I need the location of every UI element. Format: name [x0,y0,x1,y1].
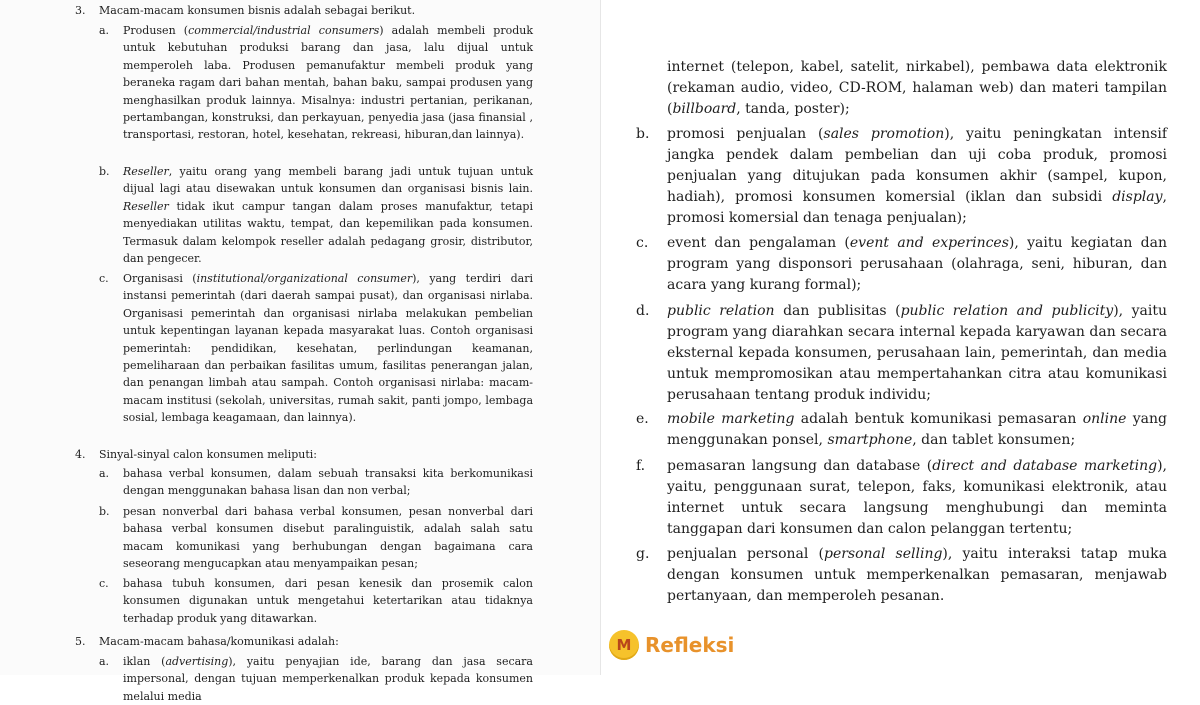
continuation-text [667,57,1167,120]
sub-item-text [123,503,533,573]
text-run: ), yaitu interaksi tatap muka dengan konsumen untuk memperkenalkan pemasaran, menjawab pertanyaan, dan memperoleh pesanan. [667,546,1167,604]
italic-term: institutional/organizational consumer [196,272,413,285]
italic-term: smartphone [827,432,913,448]
item-letter: g. [636,546,650,562]
list-number: 4. [75,448,86,461]
list-heading: Sinyal-sinyal calon konsumen meliputi: [99,448,317,461]
text-run: , tanda, poster); [736,101,850,117]
italic-term: sales promotion [823,126,945,142]
text-run: ), yaitu kegiatan dan program yang disponsori perusahaan (olahraga, seni, hiburan, dan acara yang kurang formal); [667,235,1167,293]
text-run: ), yaitu program yang diarahkan secara internal kepada karyawan dan secara eksternal kepada konsumen, perusahaan lain, pemerintah, dan media untuk mempromosikan atau mempertahankan citra atau komunikasi perusahaan tentang produk individu; [667,303,1167,403]
item-text [667,544,1167,607]
text-run: Organisasi ( [123,272,197,285]
text-run: internet (telepon, kabel, satelit, nirkabel), pembawa data elektronik (rekaman audio, video, CD-ROM, halaman web) dan materi tampilan ( [667,59,1167,117]
text-run: iklan ( [123,655,166,668]
item-letter: c. [636,235,649,251]
italic-term: direct and database marketing [932,458,1158,474]
left-page-column [0,0,600,703]
reflection-heading [609,630,734,660]
italic-term: Reseller [123,165,169,178]
sub-item-letter: b. [99,165,110,178]
text-run: ), yaitu penyajian ide, barang dan jasa secara impersonal, dengan tujuan memperkenalkan produk kepada konsumen melalui media [123,655,533,703]
text-run: , dan tablet konsumen; [912,432,1076,448]
sub-item-text [123,465,533,500]
italic-term: public relation [667,303,775,319]
item-letter: f. [636,458,646,474]
reflection-title: Refleksi [645,633,735,657]
sub-item-text [123,163,533,267]
item-letter: d. [636,303,650,319]
text-run: pesan nonverbal dari bahasa verbal konsumen, pesan nonverbal dari bahasa verbal konsumen disebut paralinguistik, adalah salah satu macam komunikasi yang berhubungan dengan bagaimana cara seseorang mengucapkan atau menyampaikan pesan; [123,505,533,571]
italic-term: online [1082,411,1127,427]
item-text [667,233,1167,296]
italic-term: personal selling [823,546,943,562]
italic-term: mobile marketing [667,411,795,427]
italic-term: billboard [672,101,737,117]
text-run: ) adalah membeli produk untuk kebutuhan produksi barang dan jasa, lalu dijual untuk memperoleh laba. Produsen pemanufaktur membeli produk yang beraneka ragam dari bahan mentah, bahan baku, sampai produsen yang menghasilkan produk lainnya. Misalnya: industri pertanian, perikanan, pertambangan, konstruksi, dan perkayuan, penyedia jasa (jasa finansial , transportasi, restoran, hotel, kesehatan, rekreasi, hiburan,dan lainnya). [123,24,533,142]
text-run: pemasaran langsung dan database ( [667,458,933,474]
item-text [667,409,1167,451]
text-run: ), yaitu peningkatan intensif jangka pendek dalam pembelian dan uji coba produk, promosi penjualan yang ditujukan pada konsumen akhir (sampel, kupon, hadiah), promosi konsumen komersial (iklan dan subsidi [667,126,1168,205]
list-number: 5. [75,635,86,648]
item-text [667,456,1167,540]
italic-term: event and experinces [849,235,1009,251]
sub-item-text [123,22,533,144]
item-letter: e. [636,411,649,427]
italic-term: display [1112,189,1163,205]
sub-item-letter: b. [99,505,110,518]
sub-item-text [123,575,533,627]
text-run: bahasa verbal konsumen, dalam sebuah transaksi kita berkomunikasi dengan menggunakan bahasa lisan dan non verbal; [123,467,533,498]
text-run: , yaitu orang yang membeli barang jadi untuk tujuan untuk dijual lagi atau disewakan untuk konsumen dan organisasi bisnis lain. [123,165,533,196]
reflection-badge-icon: M [609,630,639,660]
item-letter: b. [636,126,650,142]
sub-item-letter: a. [99,467,110,480]
text-run: ), yaitu, penggunaan surat, telepon, faks, komunikasi elektronik, atau internet untuk secara langsung menghubungi dan meminta tanggapan dari konsumen dan calon pelanggan tertentu; [667,458,1167,537]
list-heading: Macam-macam konsumen bisnis adalah sebagai berikut. [99,4,416,17]
text-run: tidak ikut campur tangan dalam proses manufaktur, tetapi menyediakan utilitas waktu, tempat, dan kepemilikan pada konsumen. Termasuk dalam kelompok reseller adalah pedagang grosir, distributor, dan pengecer. [123,199,533,266]
text-run: event dan pengalaman ( [667,235,850,251]
text-run: bahasa tubuh konsumen, dari pesan kenesik dan prosemik calon konsumen digunakan untuk mengetahui ketertarikan atau tidaknya terhadap produk yang ditawarkan. [123,577,533,625]
italic-term: commercial/industrial consumers [188,24,380,37]
right-page-column [601,0,1200,675]
text-run: , promosi komersial dan tenaga penjualan); [667,189,1167,226]
item-text [667,301,1167,406]
text-run: dan publisitas ( [774,303,901,319]
sub-item-text [123,653,533,705]
item-text [667,124,1167,229]
italic-term: advertising [165,655,229,668]
text-run: adalah bentuk komunikasi pemasaran [794,411,1083,427]
sub-item-letter: c. [99,577,109,590]
text-run: yang menggunakan ponsel, [667,411,1167,448]
sub-item-letter: a. [99,655,110,668]
text-run: promosi penjualan ( [667,126,824,142]
italic-term: Reseller [123,199,169,213]
sub-item-letter: c. [99,272,109,285]
sub-item-letter: a. [99,24,110,37]
sub-item-text [123,270,533,427]
list-heading: Macam-macam bahasa/komunikasi adalah: [99,635,339,648]
italic-term: public relation and publicity [900,303,1114,319]
text-run: Produsen ( [123,24,189,37]
text-run: ), yang terdiri dari instansi pemerintah (dari daerah sampai pusat), dan organisasi nirlaba. Organisasi pemerintah dan organisasi nirlaba melakukan pembelian untuk kepentingan layanan kepada masyarakat luas. Contoh organisasi pemerintah: pendidikan, kesehatan, perlindungan keamanan, pemeliharaan dan perbaikan fasilitas umum, fasilitas penerangan jalan, dan penangan limbah atau sampah. Contoh organisasi nirlaba: macam-macam institusi (sekolah, universitas, rumah sakit, panti jompo, lembaga sosial, lembaga keagamaan, dan lainnya). [123,272,533,425]
list-number: 3. [75,4,86,17]
text-run: penjualan personal ( [667,546,824,562]
